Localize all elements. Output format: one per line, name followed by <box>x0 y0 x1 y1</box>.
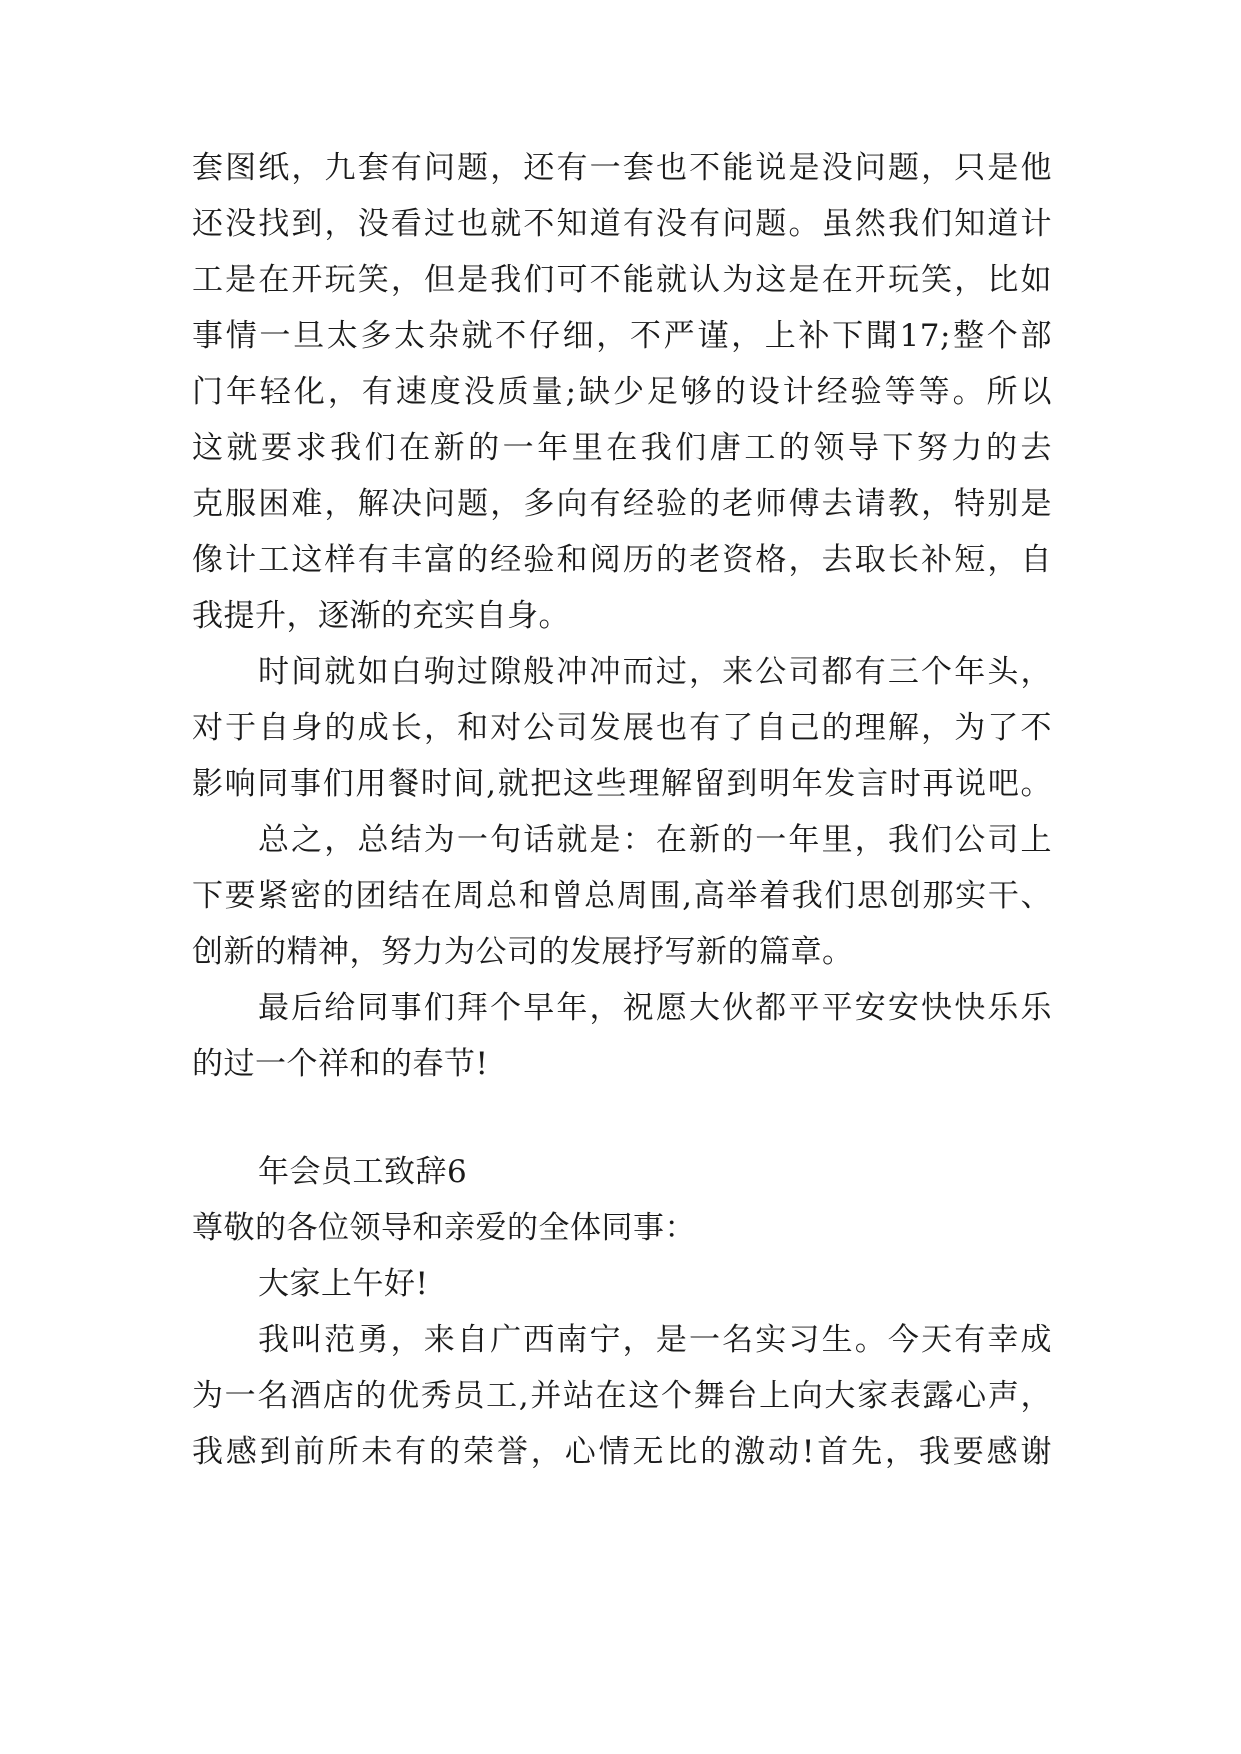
paragraph-line: 影响同事们用餐时间,就把这些理解留到明年发言时再说吧。 <box>192 766 1052 802</box>
paragraph-line: 最后给同事们拜个早年，祝愿大伙都平平安安快快乐乐 <box>258 990 1052 1026</box>
paragraph-line: 克服困难，解决问题，多向有经验的老师傅去请教，特别是 <box>192 486 1052 522</box>
section-title: 年会员工致辞6 <box>258 1154 468 1190</box>
paragraph-line: 事情一旦太多太杂就不仔细，不严谨，上补下聞17;整个部 <box>192 318 1052 354</box>
paragraph-line: 我叫范勇，来自广西南宁，是一名实习生。今天有幸成 <box>258 1322 1052 1358</box>
paragraph-line: 套图纸，九套有问题，还有一套也不能说是没问题，只是他 <box>192 150 1052 186</box>
paragraph-line: 对于自身的成长，和对公司发展也有了自己的理解，为了不 <box>192 710 1052 746</box>
paragraph-line: 工是在开玩笑，但是我们可不能就认为这是在开玩笑，比如 <box>192 262 1052 298</box>
paragraph-line: 门年轻化，有速度没质量;缺少足够的设计经验等等。所以 <box>192 374 1052 410</box>
paragraph-line: 总之，总结为一句话就是：在新的一年里，我们公司上 <box>258 822 1052 858</box>
paragraph-line: 还没找到，没看过也就不知道有没有问题。虽然我们知道计 <box>192 206 1052 242</box>
paragraph-line: 为一名酒店的优秀员工,并站在这个舞台上向大家表露心声， <box>192 1378 1052 1414</box>
paragraph-line: 这就要求我们在新的一年里在我们唐工的领导下努力的去 <box>192 430 1052 466</box>
paragraph-line: 我感到前所未有的荣誉，心情无比的激动!首先，我要感谢 <box>192 1434 1052 1470</box>
paragraph-line: 的过一个祥和的春节! <box>192 1046 489 1082</box>
salutation: 尊敬的各位领导和亲爱的全体同事： <box>192 1210 696 1246</box>
paragraph-line: 像计工这样有丰富的经验和阅历的老资格，去取长补短，自 <box>192 542 1052 578</box>
paragraph-line: 下要紧密的团结在周总和曾总周围,高举着我们思创那实干、 <box>192 878 1052 914</box>
greeting: 大家上午好! <box>258 1266 429 1302</box>
paragraph-line: 我提升，逐渐的充实自身。 <box>192 598 570 634</box>
paragraph-line: 创新的精神，努力为公司的发展抒写新的篇章。 <box>192 934 854 970</box>
paragraph-line: 时间就如白驹过隙般冲冲而过，来公司都有三个年头， <box>258 654 1052 690</box>
